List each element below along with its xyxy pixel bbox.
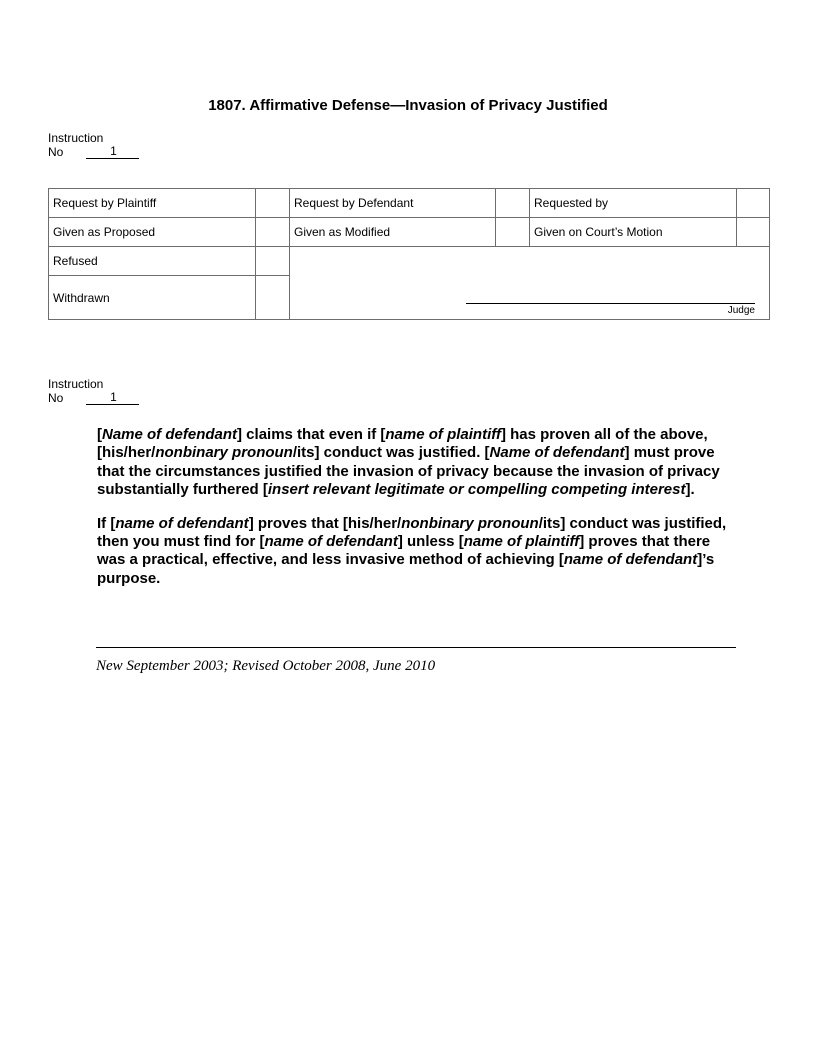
placeholder-text: name of defendant <box>115 514 249 532</box>
instruction-body <box>97 426 737 603</box>
footer-divider <box>96 647 736 648</box>
request-by-plaintiff-checkbox[interactable] <box>256 189 290 218</box>
given-as-proposed-checkbox[interactable] <box>256 218 290 247</box>
text-run: ] must prove that the circumstances justified the invasion of privacy because the invasion of privacy substantially furthered [ <box>97 444 720 499</box>
refused-label: Refused <box>49 247 256 276</box>
instruction-no-value: 1 <box>86 391 139 405</box>
text-run: ] has proven all of the above, [his/her/ <box>97 426 708 462</box>
request-by-defendant-label: Request by Defendant <box>290 189 496 218</box>
request-by-defendant-checkbox[interactable] <box>496 189 530 218</box>
instruction-paragraph-2 <box>97 515 737 589</box>
requested-by-checkbox[interactable] <box>737 189 770 218</box>
text-run: [ <box>97 426 102 443</box>
text-run: /its] conduct was justified, then you must find for [ <box>97 514 727 551</box>
placeholder-text: name of plaintiff <box>385 426 501 443</box>
request-status-table <box>48 188 770 320</box>
placeholder-text: Name of defendant <box>489 444 625 462</box>
placeholder-text: name of plaintiff <box>463 533 580 551</box>
judge-label: Judge <box>727 305 755 316</box>
given-as-modified-checkbox[interactable] <box>496 218 530 247</box>
instruction-number-block <box>48 131 139 159</box>
instruction-label: Instruction <box>48 131 104 145</box>
text-run: ]. <box>685 481 695 499</box>
placeholder-text: Name of defendant <box>102 426 238 443</box>
placeholder-text: nonbinary pronoun <box>401 514 539 532</box>
instruction-no-label: No <box>48 145 64 159</box>
placeholder-text: name of defendant <box>264 533 398 551</box>
judge-signature-area <box>290 247 770 320</box>
placeholder-text: name of defendant <box>563 551 698 569</box>
given-on-courts-motion-label: Given on Court’s Motion <box>530 218 737 247</box>
instruction-number-block-2 <box>48 377 139 405</box>
text-run: ] proves that there was a practical, effective, and less invasive method of achieving [ <box>97 533 711 569</box>
placeholder-text: insert relevant legitimate or compelling competing interest <box>267 481 686 499</box>
withdrawn-checkbox[interactable] <box>256 276 290 320</box>
withdrawn-label: Withdrawn <box>49 276 256 320</box>
text-run: ] proves that [his/her/ <box>248 514 402 532</box>
text-run: /its] conduct was justified. [ <box>292 444 490 462</box>
placeholder-text: nonbinary pronoun <box>155 444 293 462</box>
instruction-paragraph-1 <box>97 426 737 500</box>
instruction-title: 1807. Affirmative Defense—Invasion of Privacy Justified <box>208 97 608 114</box>
instruction-no-value: 1 <box>86 145 139 159</box>
judge-signature-line[interactable] <box>466 303 755 304</box>
text-run: ] claims that even if [ <box>237 426 386 443</box>
instruction-label: Instruction <box>48 377 104 391</box>
requested-by-label: Requested by <box>530 189 737 218</box>
instruction-no-label: No <box>48 391 64 405</box>
text-run: If [ <box>97 514 116 532</box>
given-on-courts-motion-checkbox[interactable] <box>737 218 770 247</box>
request-by-plaintiff-label: Request by Plaintiff <box>49 189 256 218</box>
given-as-modified-label: Given as Modified <box>290 218 496 247</box>
text-run: ] unless [ <box>397 533 464 551</box>
refused-checkbox[interactable] <box>256 247 290 276</box>
text-run: ]’s purpose. <box>97 551 715 587</box>
revision-history: New September 2003; Revised October 2008, June 2010 <box>96 658 436 674</box>
given-as-proposed-label: Given as Proposed <box>49 218 256 247</box>
